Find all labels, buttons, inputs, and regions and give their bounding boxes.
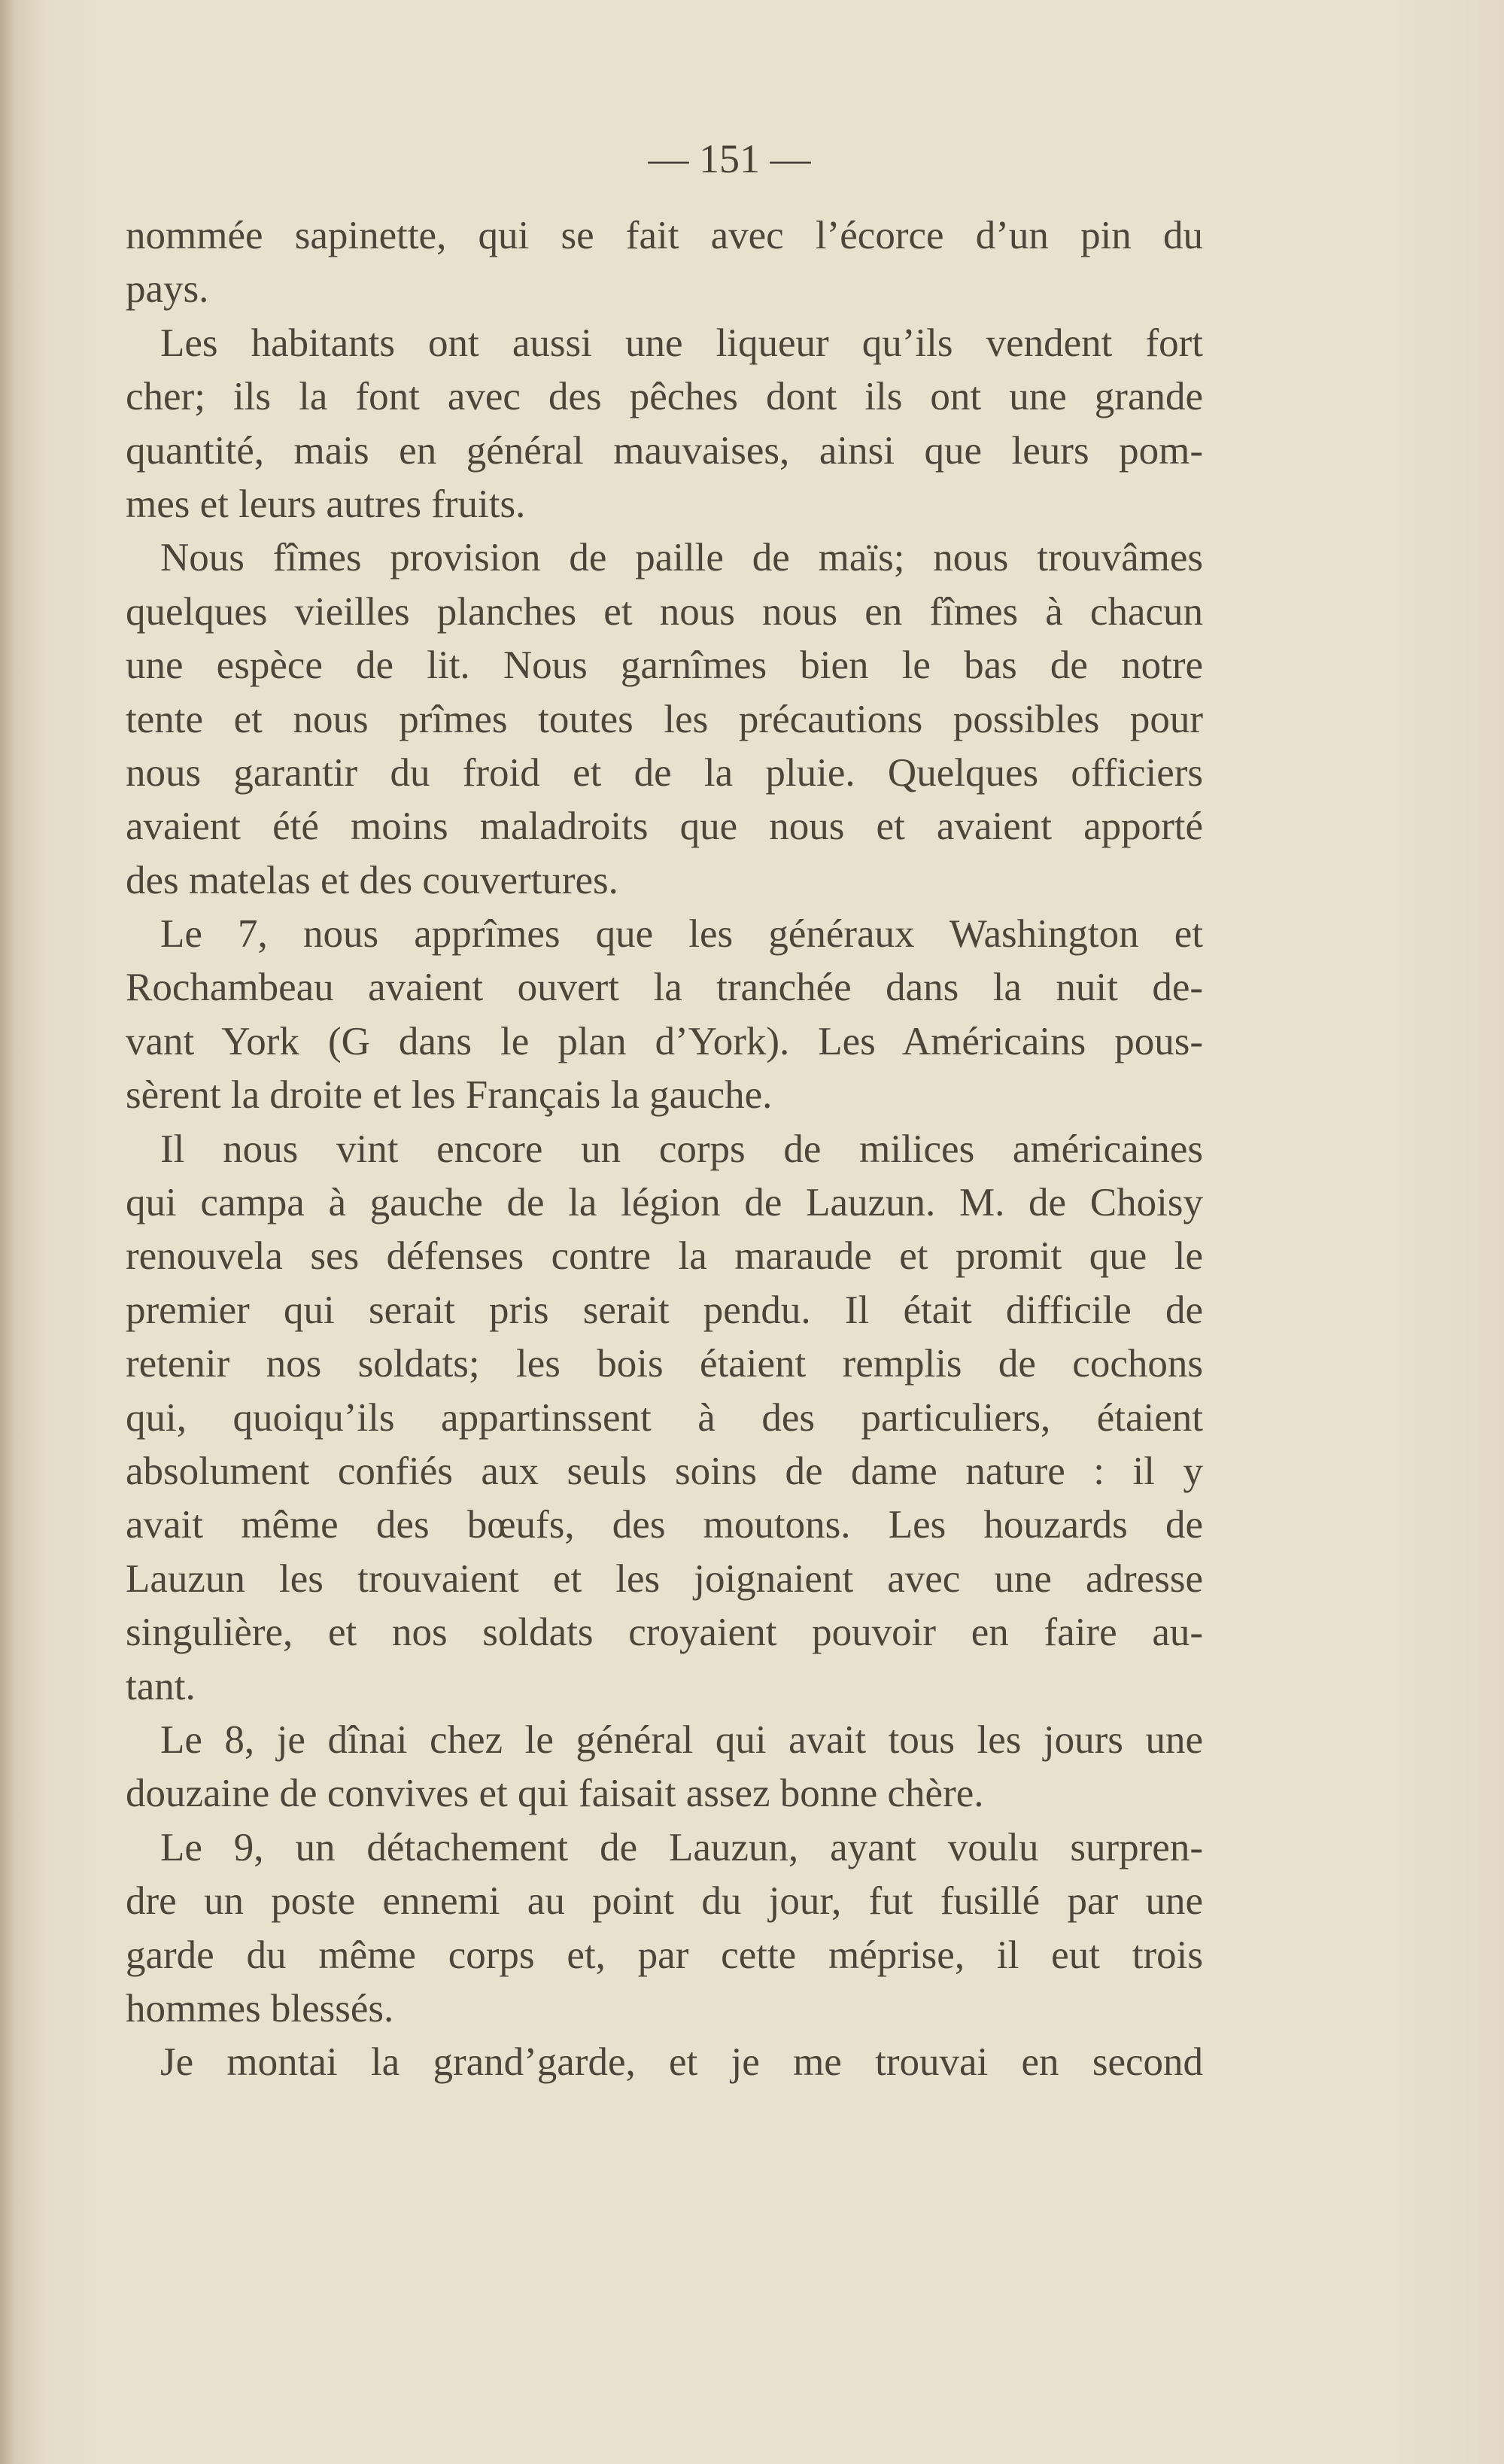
text-line: Le 8, je dînai chez le général qui avait tous les jours une xyxy=(160,1717,1203,1762)
text-line: quelques vieilles planches et nous nous en fîmes à chacun xyxy=(126,589,1203,634)
text-line: qui campa à gauche de la légion de Lauzun. M. de Choisy xyxy=(126,1181,1203,1225)
text-line: des matelas et des couvertures. xyxy=(126,858,618,902)
text-line: avaient été moins maladroits que nous et avaient apporté xyxy=(126,805,1203,849)
text-line: retenir nos soldats; les bois étaient remplis de cochons xyxy=(126,1342,1203,1386)
text-line: hommes blessés. xyxy=(126,1986,394,2031)
text-line: dre un poste ennemi au point du jour, fut fusillé par une xyxy=(126,1879,1203,1924)
text-line: nous garantir du froid et de la pluie. Quelques officiers xyxy=(126,750,1203,795)
text-line: Lauzun les trouvaient et les joignaient avec une adresse xyxy=(126,1556,1203,1601)
text-line: douzaine de convives et qui faisait assez bonne chère. xyxy=(126,1772,984,1816)
text-line: renouvela ses défenses contre la maraude et promit que le xyxy=(126,1234,1203,1279)
text-line: sèrent la droite et les Français la gauche. xyxy=(126,1073,773,1118)
text-line: tant. xyxy=(126,1664,196,1708)
page-body-text xyxy=(126,209,1203,2090)
text-line: Je montai la grand’garde, et je me trouvai en second xyxy=(160,2040,1203,2085)
text-line: mes et leurs autres fruits. xyxy=(126,482,526,526)
page-number-text: — 151 — xyxy=(648,136,811,181)
text-line: premier qui serait pris serait pendu. Il était difficile de xyxy=(126,1288,1203,1332)
text-line: qui, quoiqu’ils appartinssent à des particuliers, étaient xyxy=(126,1395,1203,1440)
text-line: Nous fîmes provision de paille de maïs; nous trouvâmes xyxy=(160,536,1203,580)
text-line: garde du même corps et, par cette méprise, il eut trois xyxy=(126,1933,1203,1977)
text-line: absolument confiés aux seuls soins de dame nature : il y xyxy=(126,1449,1203,1493)
text-line: une espèce de lit. Nous garnîmes bien le bas de notre xyxy=(126,643,1203,688)
text-line: singulière, et nos soldats croyaient pouvoir en faire au- xyxy=(126,1611,1203,1655)
text-line: tente et nous prîmes toutes les précautions possibles pour xyxy=(126,697,1203,741)
text-line: Le 7, nous apprîmes que les généraux Washington et xyxy=(160,912,1203,957)
text-line: cher; ils la font avec des pêches dont ils ont une grande xyxy=(126,375,1203,419)
text-line: Il nous vint encore un corps de milices américaines xyxy=(160,1127,1203,1171)
page-number xyxy=(0,135,1504,182)
text-line: pays. xyxy=(126,267,209,312)
text-line: nommée sapinette, qui se fait avec l’écorce d’un pin du xyxy=(126,214,1203,257)
text-line: quantité, mais en général mauvaises, ainsi que leurs pom- xyxy=(126,428,1203,473)
text-line: Les habitants ont aussi une liqueur qu’ils vendent fort xyxy=(160,321,1203,365)
text-line: Rochambeau avaient ouvert la tranchée dans la nuit de- xyxy=(126,966,1203,1010)
text-line: Le 9, un détachement de Lauzun, ayant voulu surpren- xyxy=(160,1825,1203,1869)
text-line: vant York (G dans le plan d’York). Les Américains pous- xyxy=(126,1019,1203,1063)
text-line: avait même des bœufs, des moutons. Les houzards de xyxy=(126,1503,1203,1547)
